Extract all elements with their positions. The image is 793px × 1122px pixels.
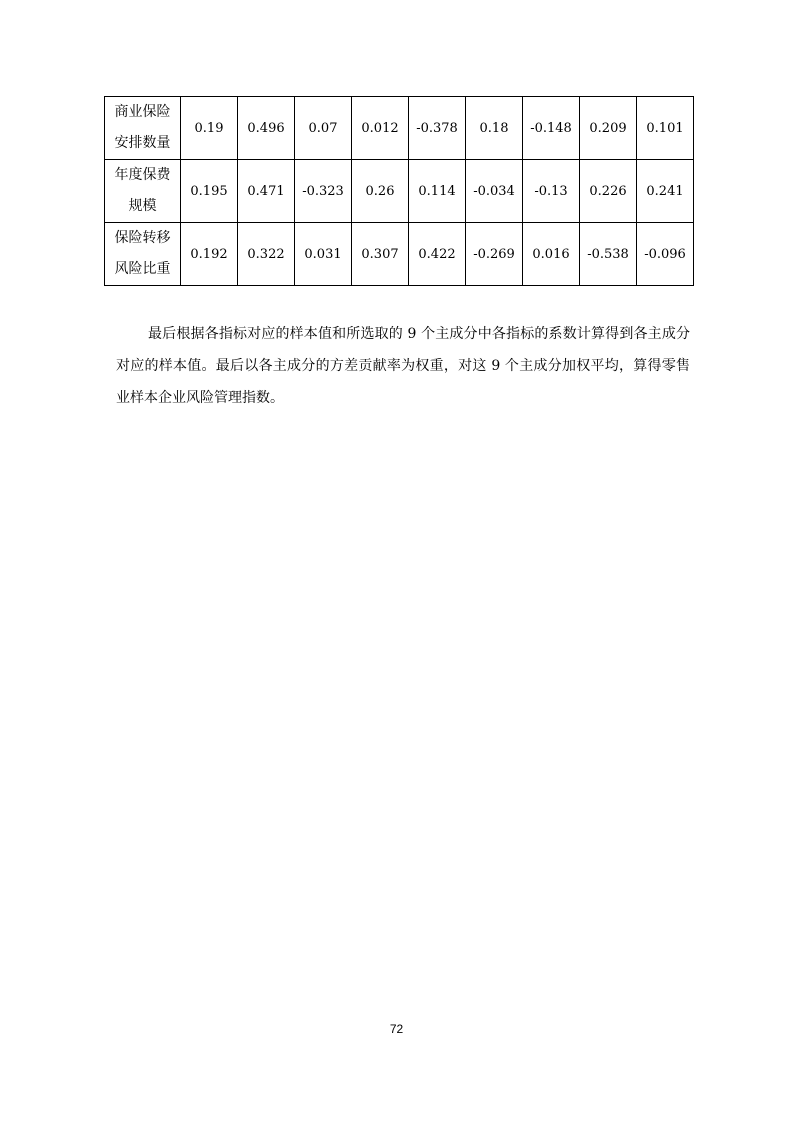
table-cell: 0.07 <box>295 97 352 160</box>
page-number: 72 <box>389 1022 404 1036</box>
table-cell: -0.096 <box>637 223 694 286</box>
table-cell: -0.148 <box>523 97 580 160</box>
table-cell: -0.538 <box>580 223 637 286</box>
coefficient-table <box>104 96 694 286</box>
table-cell: 0.195 <box>181 160 238 223</box>
table-cell: -0.323 <box>295 160 352 223</box>
table-cell: 0.031 <box>295 223 352 286</box>
row-label: 商业保险安排数量 <box>105 97 181 160</box>
table-cell: 0.496 <box>238 97 295 160</box>
table-cell: 0.114 <box>409 160 466 223</box>
table-cell: 0.241 <box>637 160 694 223</box>
row-label: 年度保费规模 <box>105 160 181 223</box>
table-cell: 0.18 <box>466 97 523 160</box>
table-cell: 0.209 <box>580 97 637 160</box>
table-cell: -0.13 <box>523 160 580 223</box>
table-cell: 0.101 <box>637 97 694 160</box>
table-cell: 0.012 <box>352 97 409 160</box>
table-cell: 0.307 <box>352 223 409 286</box>
table-cell: 0.422 <box>409 223 466 286</box>
body-paragraph: 最后根据各指标对应的样本值和所选取的 9 个主成分中各指标的系数计算得到各主成分对应的样本值。最后以各主成分的方差贡献率为权重，对这 9 个主成分加权平均，算得零售业样本企业风险管理指数。 <box>116 326 690 406</box>
table-cell: 0.192 <box>181 223 238 286</box>
table-row <box>105 223 694 286</box>
table-cell: 0.016 <box>523 223 580 286</box>
table-cell: 0.471 <box>238 160 295 223</box>
table-cell: -0.378 <box>409 97 466 160</box>
table-cell: 0.322 <box>238 223 295 286</box>
table-cell: 0.19 <box>181 97 238 160</box>
row-label: 保险转移风险比重 <box>105 223 181 286</box>
table-row <box>105 97 694 160</box>
table-row <box>105 160 694 223</box>
table-cell: 0.226 <box>580 160 637 223</box>
table-body <box>105 97 694 286</box>
table-cell: -0.269 <box>466 223 523 286</box>
table-cell: 0.26 <box>352 160 409 223</box>
table-cell: -0.034 <box>466 160 523 223</box>
